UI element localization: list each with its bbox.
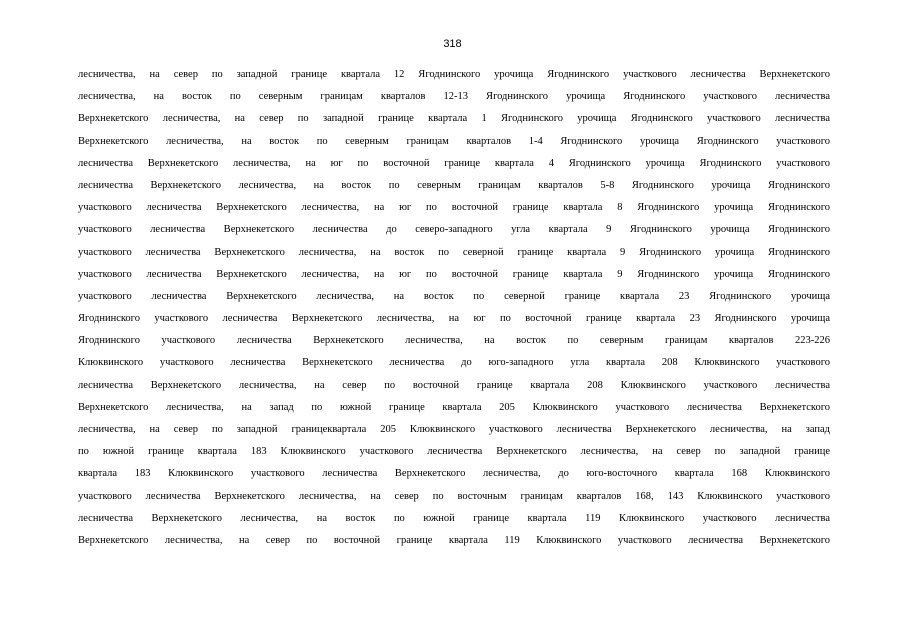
text-line: Верхнекетского лесничества, на восток по северным границам кварталов 1-4 Ягоднинского урочища Ягоднинского участкового: [78, 135, 830, 147]
text-line: Клюквинского участкового лесничества Верхнекетского лесничества до юго-западного угла квартала 208 Клюквинского участкового: [78, 357, 830, 369]
text-line: лесничества, на север по западной границе квартала 12 Ягоднинского урочища Ягоднинского участкового лесничества Верхнекетского: [78, 69, 830, 80]
text-line: лесничества Верхнекетского лесничества, на восток по южной границе квартала 119 Клюквинского участкового лесничества: [78, 512, 830, 524]
text-line: Верхнекетского лесничества, на север по западной границе квартала 1 Ягоднинского урочища Ягоднинского участкового лесничества: [78, 113, 830, 125]
text-line: участкового лесничества Верхнекетского лесничества до северо-западного угла квартала 9 Ягоднинского урочища Ягоднинского: [78, 224, 830, 236]
body-text: [78, 64, 830, 552]
text-line: участкового лесничества Верхнекетского лесничества, на север по восточным границам кварталов 168, 143 Клюквинского участкового: [78, 490, 830, 502]
text-line: по южной границе квартала 183 Клюквинского участкового лесничества Верхнекетского лесничества, на север по западной границе: [78, 446, 830, 458]
text-line: участкового лесничества Верхнекетского лесничества, на юг по восточной границе квартала 9 Ягоднинского урочища Ягоднинского: [78, 268, 830, 280]
text-line: лесничества, на север по западной границеквартала 205 Клюквинского участкового лесничества Верхнекетского лесничества, на запад: [78, 424, 830, 435]
text-line: участкового лесничества Верхнекетского лесничества, на восток по северной границе квартала 23 Ягоднинского урочища: [78, 290, 830, 302]
text-line: лесничества, на восток по северным границам кварталов 12-13 Ягоднинского урочища Ягоднинского участкового лесничества: [78, 91, 830, 103]
text-line: квартала 183 Клюквинского участкового лесничества Верхнекетского лесничества, до юго-восточного квартала 168 Клюквинского: [78, 468, 830, 480]
text-line: лесничества Верхнекетского лесничества, на юг по восточной границе квартала 4 Ягоднинского урочища Ягоднинского участкового: [78, 157, 830, 169]
text-line: Верхнекетского лесничества, на запад по южной границе квартала 205 Клюквинского участкового лесничества Верхнекетского: [78, 401, 830, 413]
text-line: участкового лесничества Верхнекетского лесничества, на восток по северной границе квартала 9 Ягоднинского урочища Ягоднинского: [78, 246, 830, 258]
text-line: участкового лесничества Верхнекетского лесничества, на юг по восточной границе квартала 8 Ягоднинского урочища Ягоднинского: [78, 202, 830, 214]
page-number: 318: [443, 38, 462, 50]
text-line: Верхнекетского лесничества, на север по восточной границе квартала 119 Клюквинского участкового лесничества Верхнекетского: [78, 534, 830, 546]
text-line: лесничества Верхнекетского лесничества, на восток по северным границам кварталов 5-8 Ягоднинского урочища Ягоднинского: [78, 179, 830, 191]
text-line: Ягоднинского участкового лесничества Верхнекетского лесничества, на юг по восточной границе квартала 23 Ягоднинского урочища: [78, 313, 830, 325]
text-line: Ягоднинского участкового лесничества Верхнекетского лесничества, на восток по северным границам кварталов 223-226: [78, 335, 830, 347]
text-line: лесничества Верхнекетского лесничества, на север по восточной границе квартала 208 Клюквинского участкового лесничества: [78, 379, 830, 391]
